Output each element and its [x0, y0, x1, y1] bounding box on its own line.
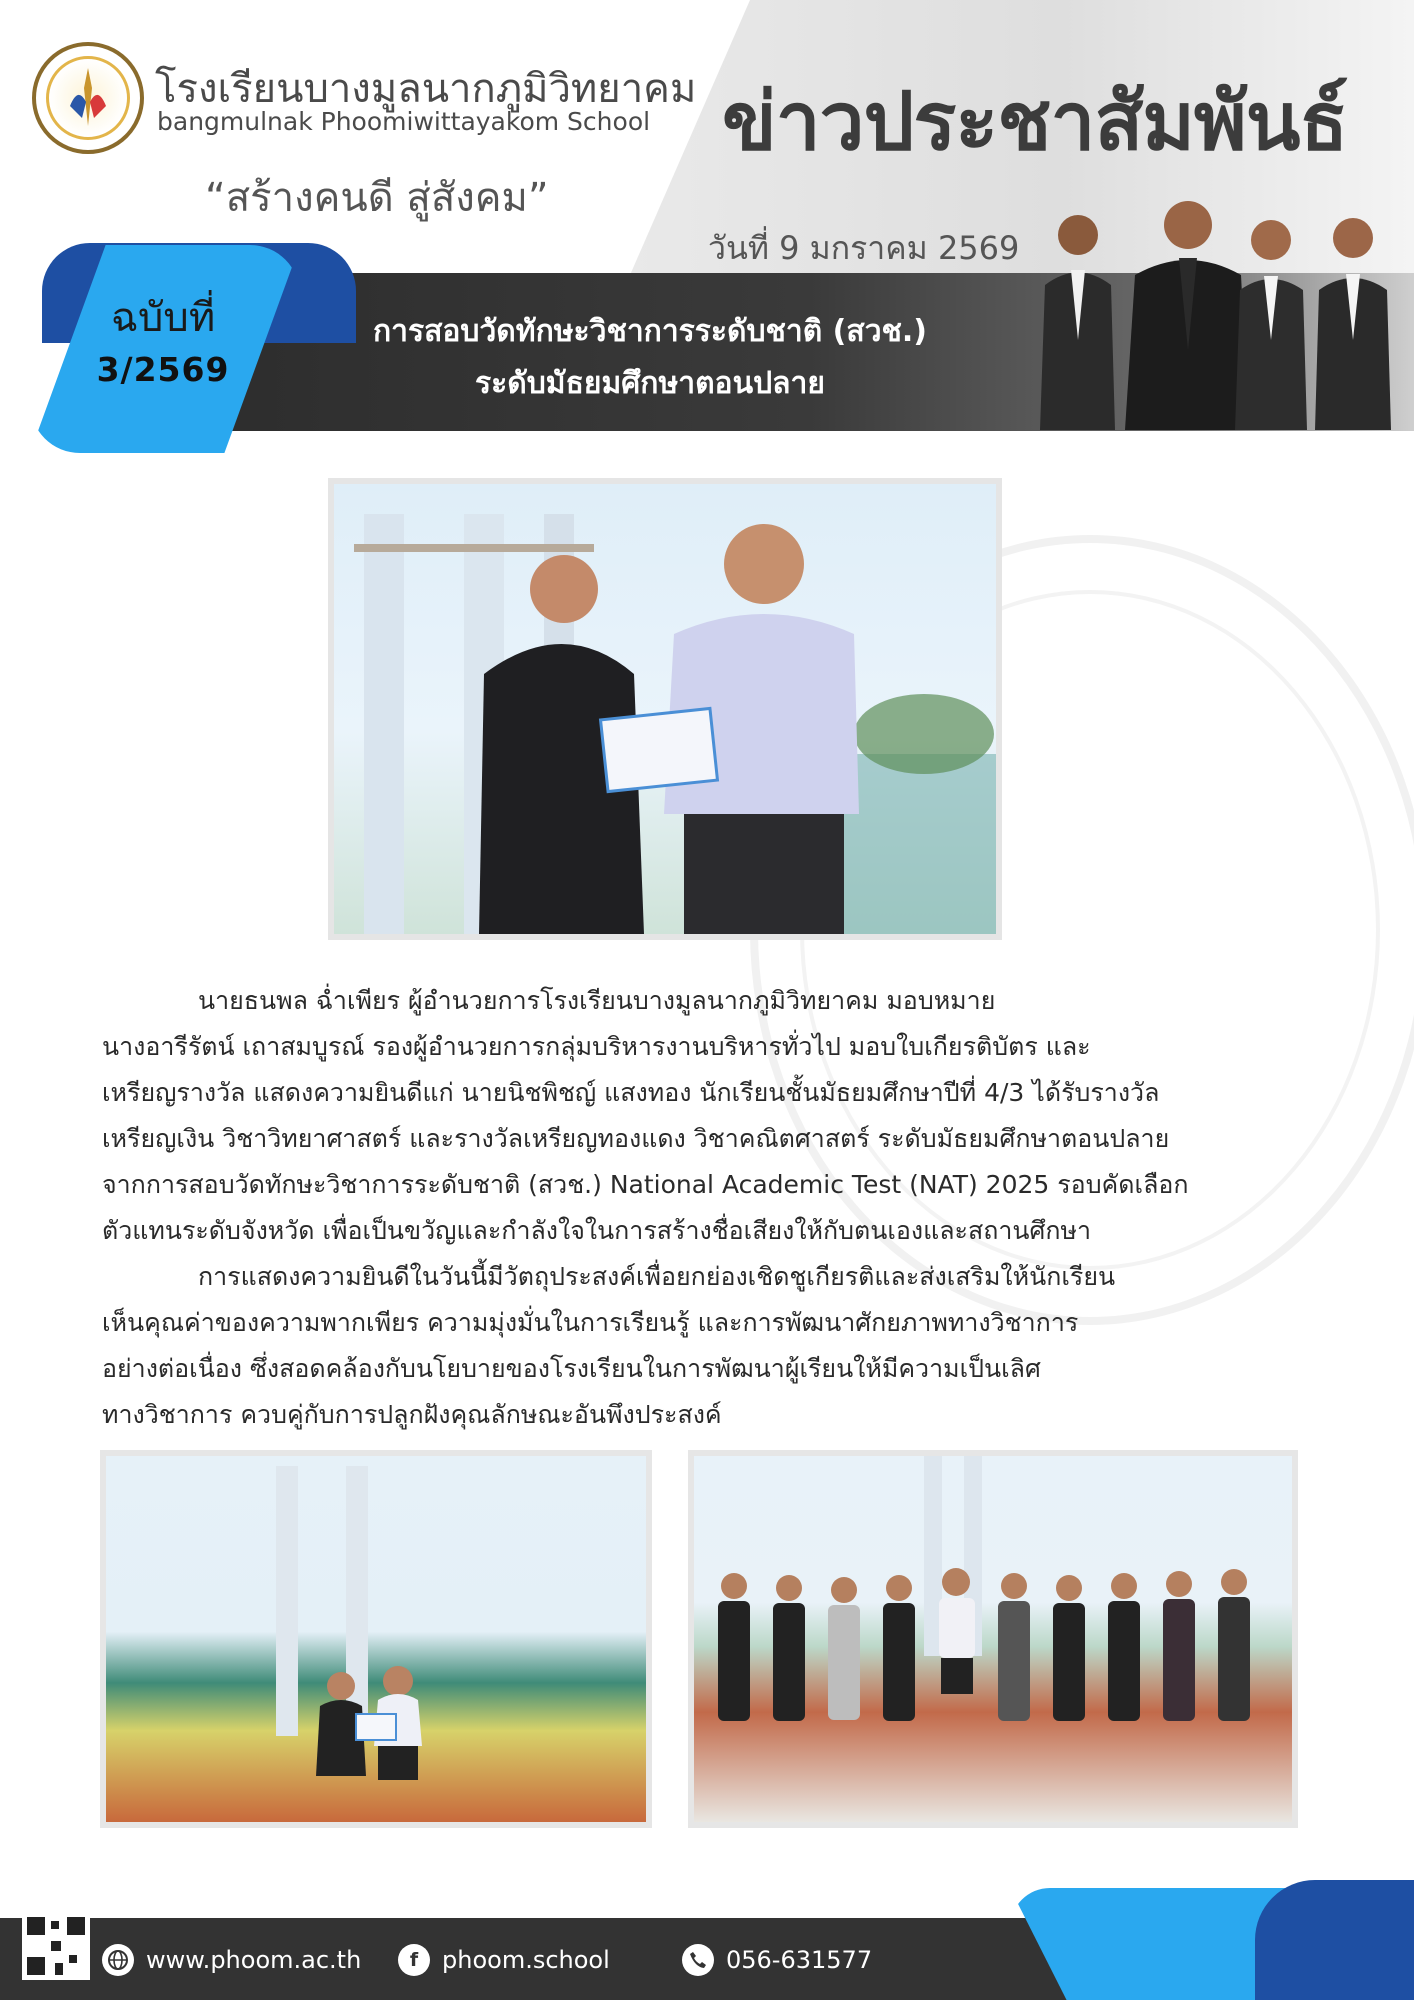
phone-icon	[682, 1944, 714, 1976]
globe-icon	[102, 1944, 134, 1976]
staff-group-photo	[1035, 190, 1395, 430]
school-motto: “สร้างคนดี สู่สังคม”	[205, 175, 549, 221]
photo-group-teachers-student	[688, 1450, 1298, 1828]
school-name-english: bangmulnak Phoomiwittayakom School	[157, 107, 651, 136]
facebook-link[interactable]: phoom.school	[442, 1946, 610, 1974]
footer-accent-dark	[1255, 1880, 1414, 2000]
paragraph-2-line: ทางวิชาการ ควบคู่กับการปลูกฝังคุณลักษณะอันพึงประสงค์	[102, 1400, 722, 1429]
paragraph-1-line: นายธนพล ฉ่ำเพียร ผู้อำนวยการโรงเรียนบางมูลนากภูมิวิทยาคม มอบหมาย	[198, 986, 996, 1015]
website-link[interactable]: www.phoom.ac.th	[146, 1946, 362, 1974]
phone-number[interactable]: 056-631577	[726, 1946, 873, 1974]
main-photo-certificate-presentation	[328, 478, 1002, 940]
paragraph-1-line: เหรียญรางวัล แสดงความยินดีแก่ นายนิชพิชญ์ แสงทอง นักเรียนชั้นมัธยมศึกษาปีที่ 4/3 ได้รับรางวัล	[102, 1078, 1160, 1107]
issue-date: วันที่ 9 มกราคม 2569	[708, 229, 1020, 267]
facebook-icon: f	[398, 1944, 430, 1976]
footer-facebook[interactable]	[398, 1940, 610, 1980]
qr-code-icon[interactable]	[22, 1912, 90, 1980]
issue-label: ฉบับที่	[110, 295, 216, 341]
photo-award-pair	[100, 1450, 652, 1828]
paragraph-1-line: เหรียญเงิน วิชาวิทยาศาสตร์ และรางวัลเหรียญทองแดง วิชาคณิตศาสตร์ ระดับมัธยมศึกษาตอนปลาย	[102, 1124, 1170, 1153]
issue-number: 3/2569	[96, 350, 230, 389]
paragraph-1-line: นางอารีรัตน์ เถาสมบูรณ์ รองผู้อำนวยการกลุ่มบริหารงานบริหารทั่วไป มอบใบเกียรติบัตร และ	[102, 1032, 1091, 1061]
page-title: ข่าวประชาสัมพันธ์	[722, 75, 1348, 168]
paragraph-2-line: เห็นคุณค่าของความพากเพียร ความมุ่งมั่นในการเรียนรู้ และการพัฒนาศักยภาพทางวิชาการ	[102, 1308, 1079, 1337]
school-logo	[32, 42, 144, 154]
headline-line-2: ระดับมัธยมศึกษาตอนปลาย	[475, 366, 825, 401]
paragraph-1-line: จากการสอบวัดทักษะวิชาการระดับชาติ (สวช.) National Academic Test (NAT) 2025 รอบคัดเลือก	[102, 1170, 1189, 1199]
school-name-thai: โรงเรียนบางมูลนากภูมิวิทยาคม	[155, 66, 697, 112]
headline-line-1: การสอบวัดทักษะวิชาการระดับชาติ (สวช.)	[372, 314, 928, 349]
footer-phone[interactable]	[682, 1940, 872, 1980]
paragraph-2-line: อย่างต่อเนื่อง ซึ่งสอดคล้องกับนโยบายของโรงเรียนในการพัฒนาผู้เรียนให้มีความเป็นเลิศ	[102, 1354, 1041, 1383]
paragraph-1-line: ตัวแทนระดับจังหวัด เพื่อเป็นขวัญและกำลังใจในการสร้างชื่อเสียงให้กับตนเองและสถานศึกษา	[102, 1216, 1092, 1245]
footer-website[interactable]	[102, 1940, 361, 1980]
article-paragraph-2	[102, 1254, 1322, 1438]
article-paragraph-1	[102, 978, 1322, 1254]
paragraph-2-line: การแสดงความยินดีในวันนี้มีวัตถุประสงค์เพื่อยกย่องเชิดชูเกียรติและส่งเสริมให้นักเรียน	[198, 1262, 1116, 1291]
